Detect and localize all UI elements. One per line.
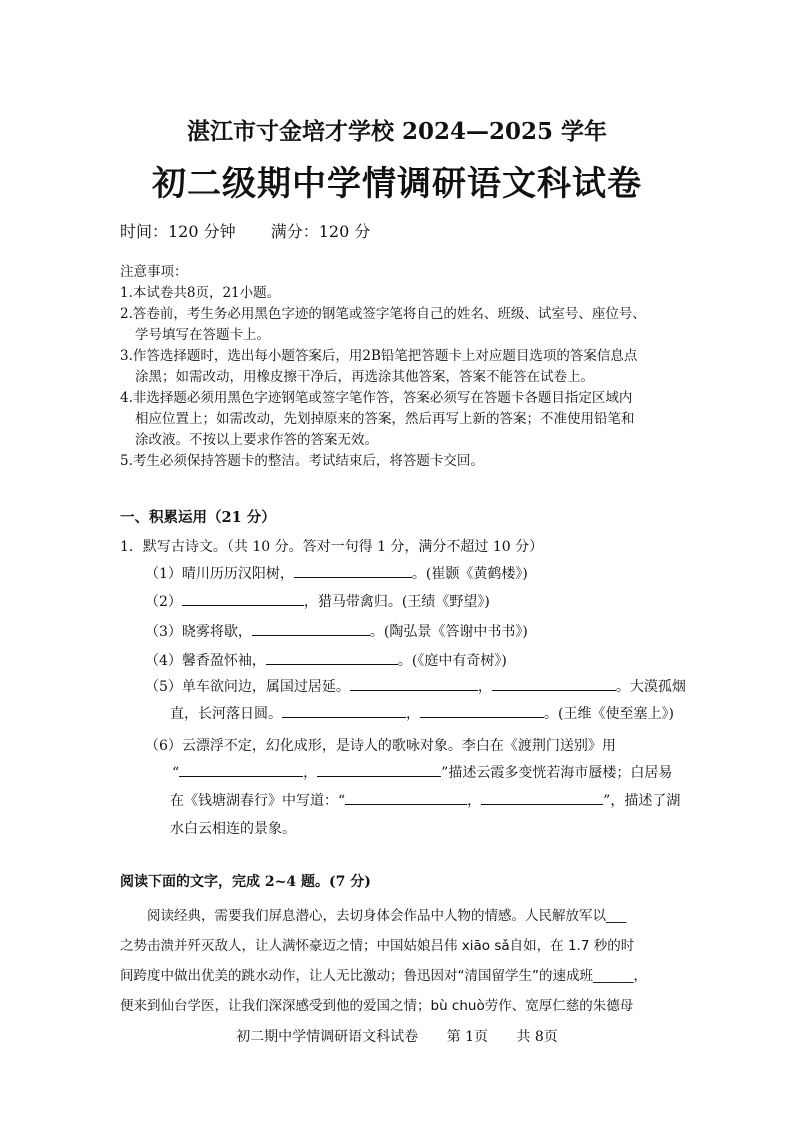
notes-heading: 注意事项： xyxy=(120,264,188,280)
note-line: 2.答卷前，考生务必用黑色字迹的钢笔或签字笔将自己的姓名、班级、试室号、座位号、 xyxy=(120,306,646,322)
question-item-continued: “ ， ”描述云霞多变恍若海市蜃楼；白居易 xyxy=(172,762,672,782)
page-footer xyxy=(0,1026,794,1046)
note-line: 5.考生必须保持答题卡的整洁。考试结束后，将答题卡交回。 xyxy=(120,453,484,469)
question-item: （1）晴川历历汉阳树， 。(崔颢《黄鹤楼》) xyxy=(145,563,528,583)
reading-passage xyxy=(120,901,710,1021)
section-title: 一、积累运用（21 分） xyxy=(120,509,276,526)
question-item-continued: 水白云相连的景象。 xyxy=(170,821,296,837)
passage-line: 阅读经典，需要我们屏息潜心，去切身体会作品中人物的情感。人民解放军以___ xyxy=(120,908,627,924)
school-year-line: 湛江市寸金培才学校 2024—2025 学年 xyxy=(186,118,608,145)
answer-blank[interactable] xyxy=(179,762,303,777)
note-line: 相应位置上；如需改动，先划掉原来的答案，然后再写上新的答案；不准使用铅笔和 xyxy=(135,411,635,427)
passage-line: 间跨度中做出优美的跳水动作，让人无比激动；鲁迅因对“清国留学生”的速成班______， xyxy=(120,968,647,984)
exam-time: 时间：120 分钟 xyxy=(120,222,236,241)
reading-heading: 阅读下面的文字，完成 2~4 题。(7 分) xyxy=(120,874,371,890)
answer-blank[interactable] xyxy=(420,703,544,718)
answer-blank[interactable] xyxy=(317,762,441,777)
passage-line: 之势击溃并歼灭敌人，让人满怀豪迈之情；中国姑娘吕伟 xiāo sǎ自如，在 1.7 秒的时 xyxy=(120,938,635,954)
answer-blank[interactable] xyxy=(294,563,412,578)
note-line: 1.本试卷共8页，21小题。 xyxy=(120,285,281,301)
footer-title: 初二期中学情调研语文科试卷 xyxy=(236,1029,419,1045)
answer-blank[interactable] xyxy=(492,676,616,691)
question-item: （5）单车欲问边，属国过居延。 ， 。大漠孤烟 xyxy=(145,676,686,696)
question-item-continued: 直，长河落日圆。 ， 。(王维《使至塞上》) xyxy=(170,703,674,723)
answer-blank[interactable] xyxy=(266,650,398,665)
notes-block xyxy=(120,262,646,472)
exam-info xyxy=(120,219,400,242)
question-item-continued: 在《钱塘湖春行》中写道：“ ， ”，描述了湖 xyxy=(170,790,680,810)
note-line: 涂改液。不按以上要求作答的答案无效。 xyxy=(135,432,378,448)
exam-title: 初二级期中学情调研语文科试卷 xyxy=(152,164,642,204)
exam-full-score: 满分：120 分 xyxy=(270,222,371,241)
answer-blank[interactable] xyxy=(182,591,304,606)
note-line: 4.非选择题必须用黑色字迹钢笔或签字笔作答，答案必须写在答题卡各题目指定区域内 xyxy=(120,390,633,406)
footer-page-number: 第 1页 xyxy=(446,1029,488,1045)
note-line: 3.作答选择题时，选出每小题答案后，用2B铅笔把答题卡上对应题目选项的答案信息点 xyxy=(120,348,638,364)
answer-blank[interactable] xyxy=(350,676,478,691)
answer-blank[interactable] xyxy=(252,621,370,636)
passage-line: 便来到仙台学医，让我们深深感受到他的爱国之情；bù chuò劳作、宽厚仁慈的朱德母 xyxy=(120,998,634,1014)
note-line: 学号填写在答题卡上。 xyxy=(135,327,270,343)
answer-blank[interactable] xyxy=(345,790,467,805)
answer-blank[interactable] xyxy=(481,790,603,805)
question-item: （4）馨香盈怀袖， 。(《庭中有奇树》) xyxy=(145,650,507,670)
question-item: （2） ，猎马带禽归。(王绩《野望》) xyxy=(145,591,490,611)
note-line: 涂黑；如需改动，用橡皮擦干净后，再选涂其他答案，答案不能答在试卷上。 xyxy=(135,369,594,385)
footer-total-pages: 共 8页 xyxy=(516,1029,558,1045)
question-item: （3）晓雾将歇， 。(陶弘景《答谢中书书》) xyxy=(145,621,528,641)
question-stem: 1．默写古诗文。（共 10 分。答对一句得 1 分，满分不超过 10 分） xyxy=(120,539,544,555)
answer-blank[interactable] xyxy=(282,703,406,718)
question-item: （6）云漂浮不定，幻化成形，是诗人的歌咏对象。李白在《渡荆门送别》用 xyxy=(145,738,616,754)
